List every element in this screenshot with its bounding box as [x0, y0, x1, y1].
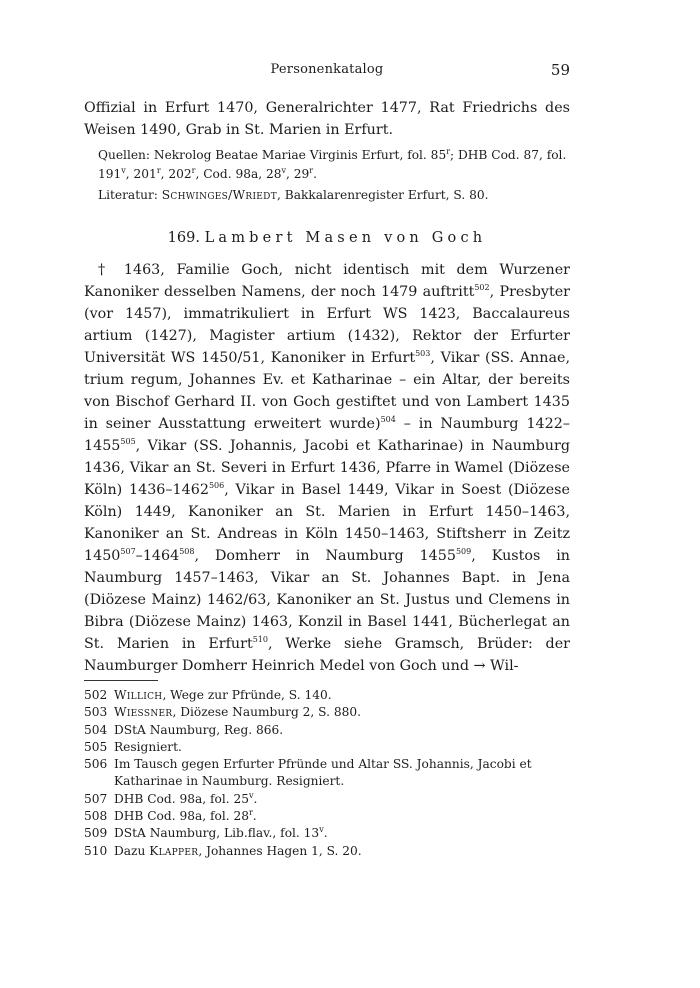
- footnote-item: [84, 756, 570, 791]
- footnote-ref: 507: [120, 547, 136, 557]
- running-head: [84, 62, 570, 82]
- entry-text-segment: , Domherr in Naumburg 1455: [194, 548, 456, 564]
- footnote-item: [84, 722, 570, 739]
- page-number: 59: [550, 61, 570, 79]
- footnote-item: [84, 739, 570, 756]
- previous-entry-continuation: Offizial in Erfurt 1470, Generalrichter 1477, Rat Friedrichs des Weisen 1490, Grab in St. Marien in Erfurt.: [84, 100, 570, 138]
- footnote-number: 508: [84, 809, 108, 824]
- footnote-ref: 509: [455, 547, 472, 557]
- literature-note: Literatur: Schwinges/Wriedt, Bakkalarenregister Erfurt, S. 80.: [98, 188, 489, 202]
- footnote-ref: 505: [120, 437, 136, 447]
- footnote-ref: 503: [415, 349, 431, 359]
- footnote-number: 506: [84, 757, 108, 772]
- footnote-text: DHB Cod. 98a, fol. 28$^r$.: [114, 808, 257, 824]
- entry-heading: [84, 230, 570, 246]
- footnote-text: DStA Naumburg, Lib.flav., fol. 13$^v$.: [114, 825, 328, 841]
- footnote-text: Dazu Klapper, Johannes Hagen 1, S. 20.: [114, 843, 362, 858]
- entry-text-segment: – in Naumburg 1422–1455: [84, 416, 570, 454]
- footnotes: [84, 687, 570, 860]
- entry-text-segment: , Werke siehe Gramsch, Brüder: der Naumburger Domherr Heinrich Medel von Goch und → Wil-: [84, 636, 570, 674]
- footnote-item: [84, 704, 570, 721]
- footnote-ref: 506: [208, 481, 225, 491]
- literature-label: Literatur:: [98, 188, 158, 202]
- entry-number: 169.: [167, 230, 200, 246]
- footnote-number: 502: [84, 688, 108, 702]
- sources-note: Quellen: Nekrolog Beatae Mariae Virginis Erfurt, fol. 85$^r$; DHB Cod. 87, fol. 191$^v$, 201$^r$, 202$^r$, Cod. 98a, 28$^v$, 29$^r$.: [98, 146, 567, 181]
- entry-text-segment: , Vikar in Basel 1449, Vikar in Soest (Diözese Köln) 1449, Kanoniker an St. Marien in Erfurt 1450–1463, Kanoniker an St. Andreas in Köln 1450–1463, Stiftsherr in Zeitz 1450: [84, 482, 570, 564]
- footnote-number: 503: [84, 705, 108, 720]
- literature-author: Schwinges/Wriedt: [161, 188, 277, 202]
- footnote-ref: 504: [380, 415, 396, 425]
- footnote-number: 509: [84, 826, 108, 841]
- footnote-item: [84, 808, 570, 825]
- footnote-item: [84, 791, 570, 808]
- sources-label: Quellen:: [98, 148, 151, 162]
- entry-text-segment: –1464: [135, 548, 180, 564]
- footnote-item: [84, 825, 570, 842]
- footnote-number: 505: [84, 739, 108, 754]
- footnote-ref: 510: [252, 635, 268, 645]
- entry-text-segment: , Vikar (SS. Johannis, Jacobi et Katharinae) in Naumburg 1436, Vikar an St. Severi in Erfurt 1436, Pfarre in Wamel (Diözese Köln) 1436–1462: [84, 438, 570, 498]
- footnote-author: Wiessner: [114, 705, 173, 720]
- footnote-number: 504: [84, 722, 108, 737]
- footnote-author: Klapper: [149, 843, 199, 858]
- entry-text-segment: , Presbyter (vor 1457), immatrikuliert in Erfurt WS 1423, Baccalaureus artium (1427), Magister artium (1432), Rektor der Erfurter Universität WS 1450/51, Kanoniker in Erfurt: [84, 284, 570, 366]
- entry-text-segment: , Vikar (SS. Annae, trium regum, Johannes Ev. et Katharinae – ein Altar, der bereits von Bischof Gerhard II. von Goch gestiftet und von Lambert 1435 in seiner Ausstattung erweitert wurde): [84, 350, 570, 432]
- footnote-number: 507: [84, 791, 108, 806]
- entry-text-segment: † 1463, Familie Goch, nicht identisch mit dem Wurzener Kanoniker desselben Namens, der noch 1479 auftritt: [84, 262, 570, 300]
- footnote-item: [84, 843, 570, 860]
- footnote-text: Willich, Wege zur Pfründe, S. 140.: [114, 688, 332, 702]
- footnote-text: Im Tausch gegen Erfurter Pfründe und Altar SS. Johannis, Jacobi et Katharinae in Naumburg. Resigniert.: [114, 757, 532, 789]
- footnote-text: Resigniert.: [114, 739, 182, 754]
- footnote-item: [84, 687, 570, 704]
- entry-body: [84, 259, 570, 677]
- footnote-rule: [84, 680, 158, 681]
- footnote-ref: 508: [179, 547, 195, 557]
- footnote-text: DStA Naumburg, Reg. 866.: [114, 722, 284, 737]
- footnote-text: DHB Cod. 98a, fol. 25$^v$.: [114, 790, 258, 806]
- entry-name: Lambert Masen von Goch: [204, 230, 487, 246]
- footnote-text: Wiessner, Diözese Naumburg 2, S. 880.: [114, 705, 361, 720]
- footnote-author: Willich: [114, 688, 163, 702]
- footnote-number: 510: [84, 843, 108, 858]
- entry-text-segment: , Kustos in Naumburg 1457–1463, Vikar an St. Johannes Bapt. in Jena (Diözese Mainz) 1462/63, Kanoniker an St. Justus und Clemens in Bibra (Diözese Mainz) 1463, Konzil in Basel 1441, Bücherlegat an St. Marien in Erfurt: [84, 548, 570, 652]
- running-title: Personenkatalog: [270, 62, 384, 77]
- footnote-ref: 502: [474, 283, 490, 293]
